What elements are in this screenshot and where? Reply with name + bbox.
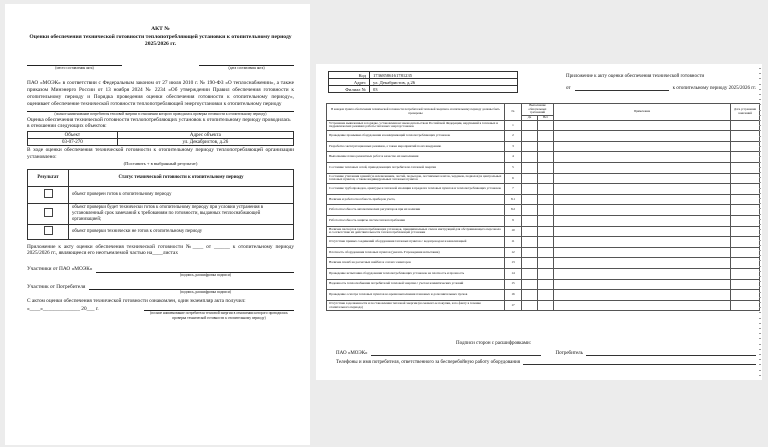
object-address: ул. Декабристов, д.26	[117, 139, 293, 146]
appendix-period-label: к отопительному периоду 2025/2026 гг.	[672, 86, 756, 91]
no-cell[interactable]	[538, 247, 554, 258]
moek-signature-line[interactable]	[96, 266, 294, 273]
no-cell[interactable]	[538, 194, 554, 205]
scrollbar-tick	[759, 78, 761, 79]
moek-signature-caption: (подпись, расшифровка подписи)	[179, 273, 231, 278]
scrollbar-tick	[759, 318, 761, 319]
requirement-number: 9	[505, 215, 522, 226]
address-value: ул. Декабристов, д.26	[370, 79, 518, 86]
yes-cell[interactable]	[522, 194, 538, 205]
requirement-number: 8.1	[505, 194, 522, 205]
scrollbar-tick	[759, 286, 761, 287]
requirement-text: Разработка эксплуатационных режимов, а также мероприятий по их внедрению	[327, 141, 505, 152]
scrollbar-tick	[759, 307, 761, 308]
appendix-line: Приложение к акту оценки обеспечения технической готовности №____ от ______ к отопительному периоду 2025/2026 гг., являющееся его неотъемлемой частью на____листах	[27, 243, 294, 257]
remarks-cell[interactable]	[554, 247, 731, 258]
scrollbar-tick	[759, 188, 761, 189]
requirement-text: Наличие паспортов теплопотребляющих установок, принципиальных схем и инструкций для обслуживающего персонала и соответствие их действительности теплопотребляющей установки	[327, 226, 505, 237]
yes-cell[interactable]	[522, 268, 538, 279]
requirement-text: Выполнение плана ремонтных работ и качество их выполнения	[327, 152, 505, 163]
moek-participant-label: Участники от ПАО «МОЭК»	[27, 266, 93, 273]
no-cell[interactable]	[538, 290, 554, 301]
consumer-signature-caption: (подпись, расшифровка подписи)	[179, 290, 231, 295]
scrollbar-tick	[759, 312, 761, 313]
yes-cell[interactable]	[522, 237, 538, 248]
scrollbar-tick	[759, 354, 761, 355]
object-code: 03-07-270	[28, 139, 118, 146]
consumer-participant-label: Участник от Потребителя	[27, 283, 86, 290]
scrollbar-tick	[759, 266, 761, 267]
scrollbar-tick	[759, 84, 761, 85]
final-caption: (полное наименование потребителя тепловой энергии в отношении которого проводилась проверка технической готовности к отопительному периоду)	[150, 311, 288, 320]
table-row	[327, 194, 760, 205]
signatures-title: Подписи сторон с расшифровками:	[456, 341, 532, 346]
appendix-phone-line[interactable]	[523, 359, 756, 365]
scrollbar-tick	[759, 214, 761, 215]
table-row	[28, 224, 294, 239]
requirement-text: Надежность теплоснабжения потребителей тепловой энергии с учетом климатических условий	[327, 279, 505, 290]
col-yes: Да	[522, 115, 538, 120]
scrollbar-tick	[759, 146, 761, 147]
appendix-page	[316, 64, 762, 380]
requirement-text: Работоспособность защиты систем теплопотребления	[327, 215, 505, 226]
remarks-cell[interactable]	[554, 237, 731, 248]
scrollbar-tick	[759, 130, 761, 131]
table-row	[327, 163, 760, 174]
scrollbar-tick	[759, 110, 761, 111]
table-row	[327, 152, 760, 163]
consumer-caption: (полное наименование потребителя тепловой энергии в отношении которого проводилась проверка готовности к отопительному периоду)	[54, 112, 267, 117]
requirement-number: 16	[505, 290, 522, 301]
no-cell[interactable]	[538, 215, 554, 226]
scrollbar-tick	[759, 68, 761, 69]
requirement-number: 4	[505, 152, 522, 163]
result-conditional-text: объект проверки будет технически готов к отопительному периоду при условии устранения в установленный срок замечаний к требованиям по готовности, выданных теплоснабжающей организацией;	[69, 203, 294, 224]
requirement-text: Устранение выявленных в порядке, установленном законодательством Российской Федерации, нарушений в тепловых и гидравлических режимах работы тепловых энергоустановок	[327, 120, 505, 131]
table-row	[327, 247, 760, 258]
scrollbar-tick	[759, 260, 761, 261]
yes-cell[interactable]	[522, 120, 538, 131]
remarks-cell[interactable]	[554, 194, 731, 205]
no-cell[interactable]	[538, 279, 554, 290]
requirement-number: 7	[505, 184, 522, 195]
yes-cell[interactable]	[522, 290, 538, 301]
requirement-number: 8.2	[505, 205, 522, 216]
table-row	[329, 86, 518, 93]
requirements-table	[326, 103, 760, 311]
yes-cell[interactable]	[522, 152, 538, 163]
appendix-consumer-signature[interactable]	[586, 350, 756, 356]
table-row	[327, 215, 760, 226]
no-cell[interactable]	[538, 237, 554, 248]
requirement-number: 6	[505, 173, 522, 184]
code-label: Код	[329, 72, 370, 79]
act-subtitle: Оценки обеспечения технической готовности теплопотребляющей установки к отопительному периоду 2025/2026 гг.	[29, 33, 292, 47]
branch-label: Филиал №	[329, 86, 370, 93]
scrollbar-tick	[759, 203, 761, 204]
scrollbar-tick	[759, 245, 761, 246]
requirement-number: 3	[505, 141, 522, 152]
table-row	[327, 173, 760, 184]
scrollbar-tick	[759, 234, 761, 235]
scrollbar-tick	[759, 255, 761, 256]
requirement-text: Работоспособность автоматических регуляторов при их наличии	[327, 205, 505, 216]
remarks-cell[interactable]	[554, 226, 731, 237]
code-value: 17368586161781235	[370, 72, 518, 79]
act-page	[5, 4, 310, 445]
requirement-text: Отсутствие задолженности и постановления тепловой энергии (на момент ее покупки, и по факту в течение отопительного периода)	[327, 300, 505, 311]
scrollbar-tick	[759, 125, 761, 126]
scrollbar-tick	[759, 292, 761, 293]
remarks-cell[interactable]	[554, 279, 731, 290]
scrollbar-tick	[759, 328, 761, 329]
branch-value: 03	[370, 86, 518, 93]
scrollbar-tick	[759, 338, 761, 339]
requirement-text: Плотность оборудования тепловых пунктов (указать Р проведения испытания)	[327, 247, 505, 258]
scrollbar-tick	[759, 198, 761, 199]
remarks-cell[interactable]	[554, 258, 731, 269]
yes-cell[interactable]	[522, 226, 538, 237]
scrollbar-tick	[759, 333, 761, 334]
col-remarks: Примечание	[554, 104, 731, 121]
requirement-number: 14	[505, 268, 522, 279]
no-cell[interactable]	[538, 131, 554, 142]
scrollbar-tick	[759, 151, 761, 152]
place-caption: (место составления акта)	[55, 65, 94, 70]
table-row	[327, 268, 760, 279]
remarks-cell[interactable]	[554, 184, 731, 195]
scrollbar-tick	[759, 208, 761, 209]
scrollbar-tick	[759, 120, 761, 121]
remarks-cell[interactable]	[554, 152, 731, 163]
table-row	[329, 79, 518, 86]
no-cell[interactable]	[538, 205, 554, 216]
scrollbar-tick	[759, 344, 761, 345]
scrollbar-tick	[759, 141, 761, 142]
yes-cell[interactable]	[522, 279, 538, 290]
scrollbar-tick	[759, 99, 761, 100]
result-checkbox-not-ready[interactable]	[44, 226, 53, 235]
no-cell[interactable]	[538, 152, 554, 163]
result-not-ready-text: объект проверки технически не готов к отопительному периоду	[69, 224, 294, 239]
col-no: Нет	[538, 115, 554, 120]
requirement-text: Состояние трубопроводов, арматуры и тепловой изоляции в пределах тепловых пунктов и теплопотребляющих установок	[327, 184, 505, 195]
appendix-consumer-label: Потребитель	[555, 351, 583, 356]
scrollbar-tick	[759, 89, 761, 90]
appendix-from-label: от	[566, 86, 571, 91]
course-line: В ходе оценки обеспечения технической готовности к отопительному периоду теплопотребляющей организации установлено:	[27, 147, 294, 160]
requirement-number: 17	[505, 300, 522, 311]
scrollbar-tick	[759, 359, 761, 360]
scrollbar-tick	[759, 94, 761, 95]
requirement-number: 5	[505, 163, 522, 174]
scrollbar-tick	[759, 323, 761, 324]
remarks-cell[interactable]	[554, 120, 731, 131]
table-row	[327, 258, 760, 269]
table-row	[327, 120, 760, 131]
table-row	[327, 279, 760, 290]
ack-line: С актом оценки обеспечения технической готовности ознакомлен, один экземпляр акта получил:	[27, 297, 246, 304]
requirement-text: Проведение испытания оборудования теплопотребляющих установок на плотность и прочность	[327, 268, 505, 279]
scrollbar-tick	[759, 297, 761, 298]
scrollbar-tick	[759, 250, 761, 251]
requirement-number: 10	[505, 226, 522, 237]
scrollbar-tick	[759, 271, 761, 272]
yes-cell[interactable]	[522, 131, 538, 142]
table-row	[28, 186, 294, 203]
scrollbar-tick	[759, 162, 761, 163]
scrollbar-tick	[759, 156, 761, 157]
requirement-number: 13	[505, 258, 522, 269]
act-intro: ПАО «МОЭК» в соответствии с Федеральным законом от 27 июля 2010 г. № 190-ФЗ «О теплоснабжении», а также приказом Минэнерго России от 13 ноября 2024 № 2234 «Об утверждении Правил обеспечения готовности к отопительному периоду и Порядка проведения оценки обеспечения готовности к отопительному периоду», оценивает обеспечение технической готовности теплопотребляющей энергоустановки к отопительному периоду	[27, 80, 294, 107]
table-row	[329, 72, 518, 79]
appendix-moek-label: ПАО «МОЭК»	[336, 351, 368, 356]
scrollbar-tick	[759, 276, 761, 277]
requirement-text: Отсутствие прямых соединений оборудования тепловых пунктов с водопроводом и канализацией	[327, 237, 505, 248]
result-ready-text: объект проверен готов к отопительному периоду	[69, 186, 294, 203]
yes-cell[interactable]	[522, 205, 538, 216]
scrollbar-tick	[759, 364, 761, 365]
remarks-cell[interactable]	[554, 131, 731, 142]
table-row	[327, 290, 760, 301]
no-cell[interactable]	[538, 141, 554, 152]
remarks-cell[interactable]	[554, 215, 731, 226]
scrollbar-tick	[759, 73, 761, 74]
scrollbar-tick	[759, 193, 761, 194]
table-row	[327, 184, 760, 195]
requirement-text: Наличие пломб на расчетных шайбах и соплах элеваторов	[327, 258, 505, 269]
date-caption: (дата составления акта)	[228, 65, 265, 70]
table-row	[327, 205, 760, 216]
result-checkbox-ready[interactable]	[44, 189, 53, 198]
scrollbar-tick	[759, 302, 761, 303]
no-cell[interactable]	[538, 268, 554, 279]
yes-cell[interactable]	[522, 247, 538, 258]
no-cell[interactable]	[538, 120, 554, 131]
requirement-number: 11	[505, 237, 522, 248]
scrollbar-tick	[759, 281, 761, 282]
appendix-title: Приложение к акту оценки обеспечения технической готовности	[566, 74, 705, 79]
act-title: АКТ №	[151, 26, 170, 32]
yes-cell[interactable]	[522, 300, 538, 311]
consumer-signature-line[interactable]	[89, 283, 294, 290]
scrollbar-tick	[759, 177, 761, 178]
yes-cell[interactable]	[522, 184, 538, 195]
table-row	[327, 141, 760, 152]
page-scrollbar[interactable]	[756, 64, 762, 380]
table-row	[327, 237, 760, 248]
result-checkbox-conditional[interactable]	[44, 208, 53, 217]
scrollbar-tick	[759, 167, 761, 168]
status-header: Статус технической готовности к отопительному периоду	[69, 169, 294, 186]
scrollbar-tick	[759, 349, 761, 350]
no-cell[interactable]	[538, 300, 554, 311]
appendix-phone-label: Телефоны и имя потребителя, ответственного за бесперебойную работу оборудования	[336, 360, 521, 365]
no-cell[interactable]	[538, 163, 554, 174]
scrollbar-tick	[759, 229, 761, 230]
yes-cell[interactable]	[522, 173, 538, 184]
scrollbar-tick	[759, 182, 761, 183]
scrollbar-tick	[759, 240, 761, 241]
scrollbar-tick	[759, 375, 761, 376]
scrollbar-tick	[759, 104, 761, 105]
requirement-number: 2	[505, 131, 522, 142]
scrollbar-tick	[759, 219, 761, 220]
table-row	[28, 203, 294, 224]
requirement-number: 15	[505, 279, 522, 290]
col-deadline: Дата устранения замечаний	[731, 104, 760, 121]
yes-cell[interactable]	[522, 141, 538, 152]
requirement-text: Проведение промывки оборудования и коммуникаций теплопотребляющих установок	[327, 131, 505, 142]
objects-header-object: Объект	[28, 132, 118, 139]
requirement-text: Состояние утепления зданий (за исключением, частей, подъездов, лестничных клеток, чердаков, подвалов) и центральных тепловых пунктов, а также индивидуальных тепловых пунктов	[327, 173, 505, 184]
requirement-number: 12	[505, 247, 522, 258]
scrollbar-tick	[759, 224, 761, 225]
yes-cell[interactable]	[522, 215, 538, 226]
address-label: Адрес	[329, 79, 370, 86]
scrollbar-tick	[759, 115, 761, 116]
no-cell[interactable]	[538, 173, 554, 184]
appendix-moek-signature[interactable]	[371, 350, 541, 356]
ack-date-line: «____»______________ 20___ г.	[27, 306, 99, 313]
no-cell[interactable]	[538, 184, 554, 195]
col-requirement: В каждом пункте обеспечения технической готовности потребителей тепловой энергии к отопительному периоду должны быть проверены	[327, 104, 505, 121]
no-cell[interactable]	[538, 226, 554, 237]
col-fulfilled: Выполнение обязательных требований	[522, 104, 554, 116]
remarks-cell[interactable]	[554, 141, 731, 152]
scrollbar-tick	[759, 136, 761, 137]
remarks-cell[interactable]	[554, 290, 731, 301]
course-note: (Поставить + в выбранный результат)	[123, 160, 198, 166]
table-row	[28, 139, 294, 146]
table-row	[327, 131, 760, 142]
appendix-date-line	[575, 86, 669, 91]
results-table	[27, 169, 294, 240]
no-cell[interactable]	[538, 258, 554, 269]
yes-cell[interactable]	[522, 163, 538, 174]
remarks-cell[interactable]	[554, 268, 731, 279]
result-header: Результат	[28, 169, 69, 186]
col-num: №	[505, 104, 522, 121]
requirement-text: Состояние тепловых сетей, принадлежащих потребителю тепловой энергии	[327, 163, 505, 174]
objects-table	[27, 131, 294, 146]
appendix-header-table	[328, 71, 518, 93]
remarks-cell[interactable]	[554, 173, 731, 184]
remarks-cell[interactable]	[554, 163, 731, 174]
remarks-cell[interactable]	[554, 300, 731, 311]
remarks-cell[interactable]	[554, 205, 731, 216]
table-row	[327, 300, 760, 311]
requirement-number: 1	[505, 120, 522, 131]
requirement-text: Наличие и работоспособность приборов учета,	[327, 194, 505, 205]
scrollbar-tick	[759, 172, 761, 173]
scrollbar-tick	[759, 370, 761, 371]
assessment-line: Оценка обеспечения технической готовности теплопотребляющих установок к отопительному периоду проводилась в отношении следующих объектов:	[27, 116, 291, 130]
requirement-text: Проведение осмотра тепловых пунктов во время выполнения плановых и дополнительных пусков	[327, 290, 505, 301]
yes-cell[interactable]	[522, 258, 538, 269]
objects-header-address: Адрес объекта	[117, 132, 293, 139]
table-row	[327, 226, 760, 237]
